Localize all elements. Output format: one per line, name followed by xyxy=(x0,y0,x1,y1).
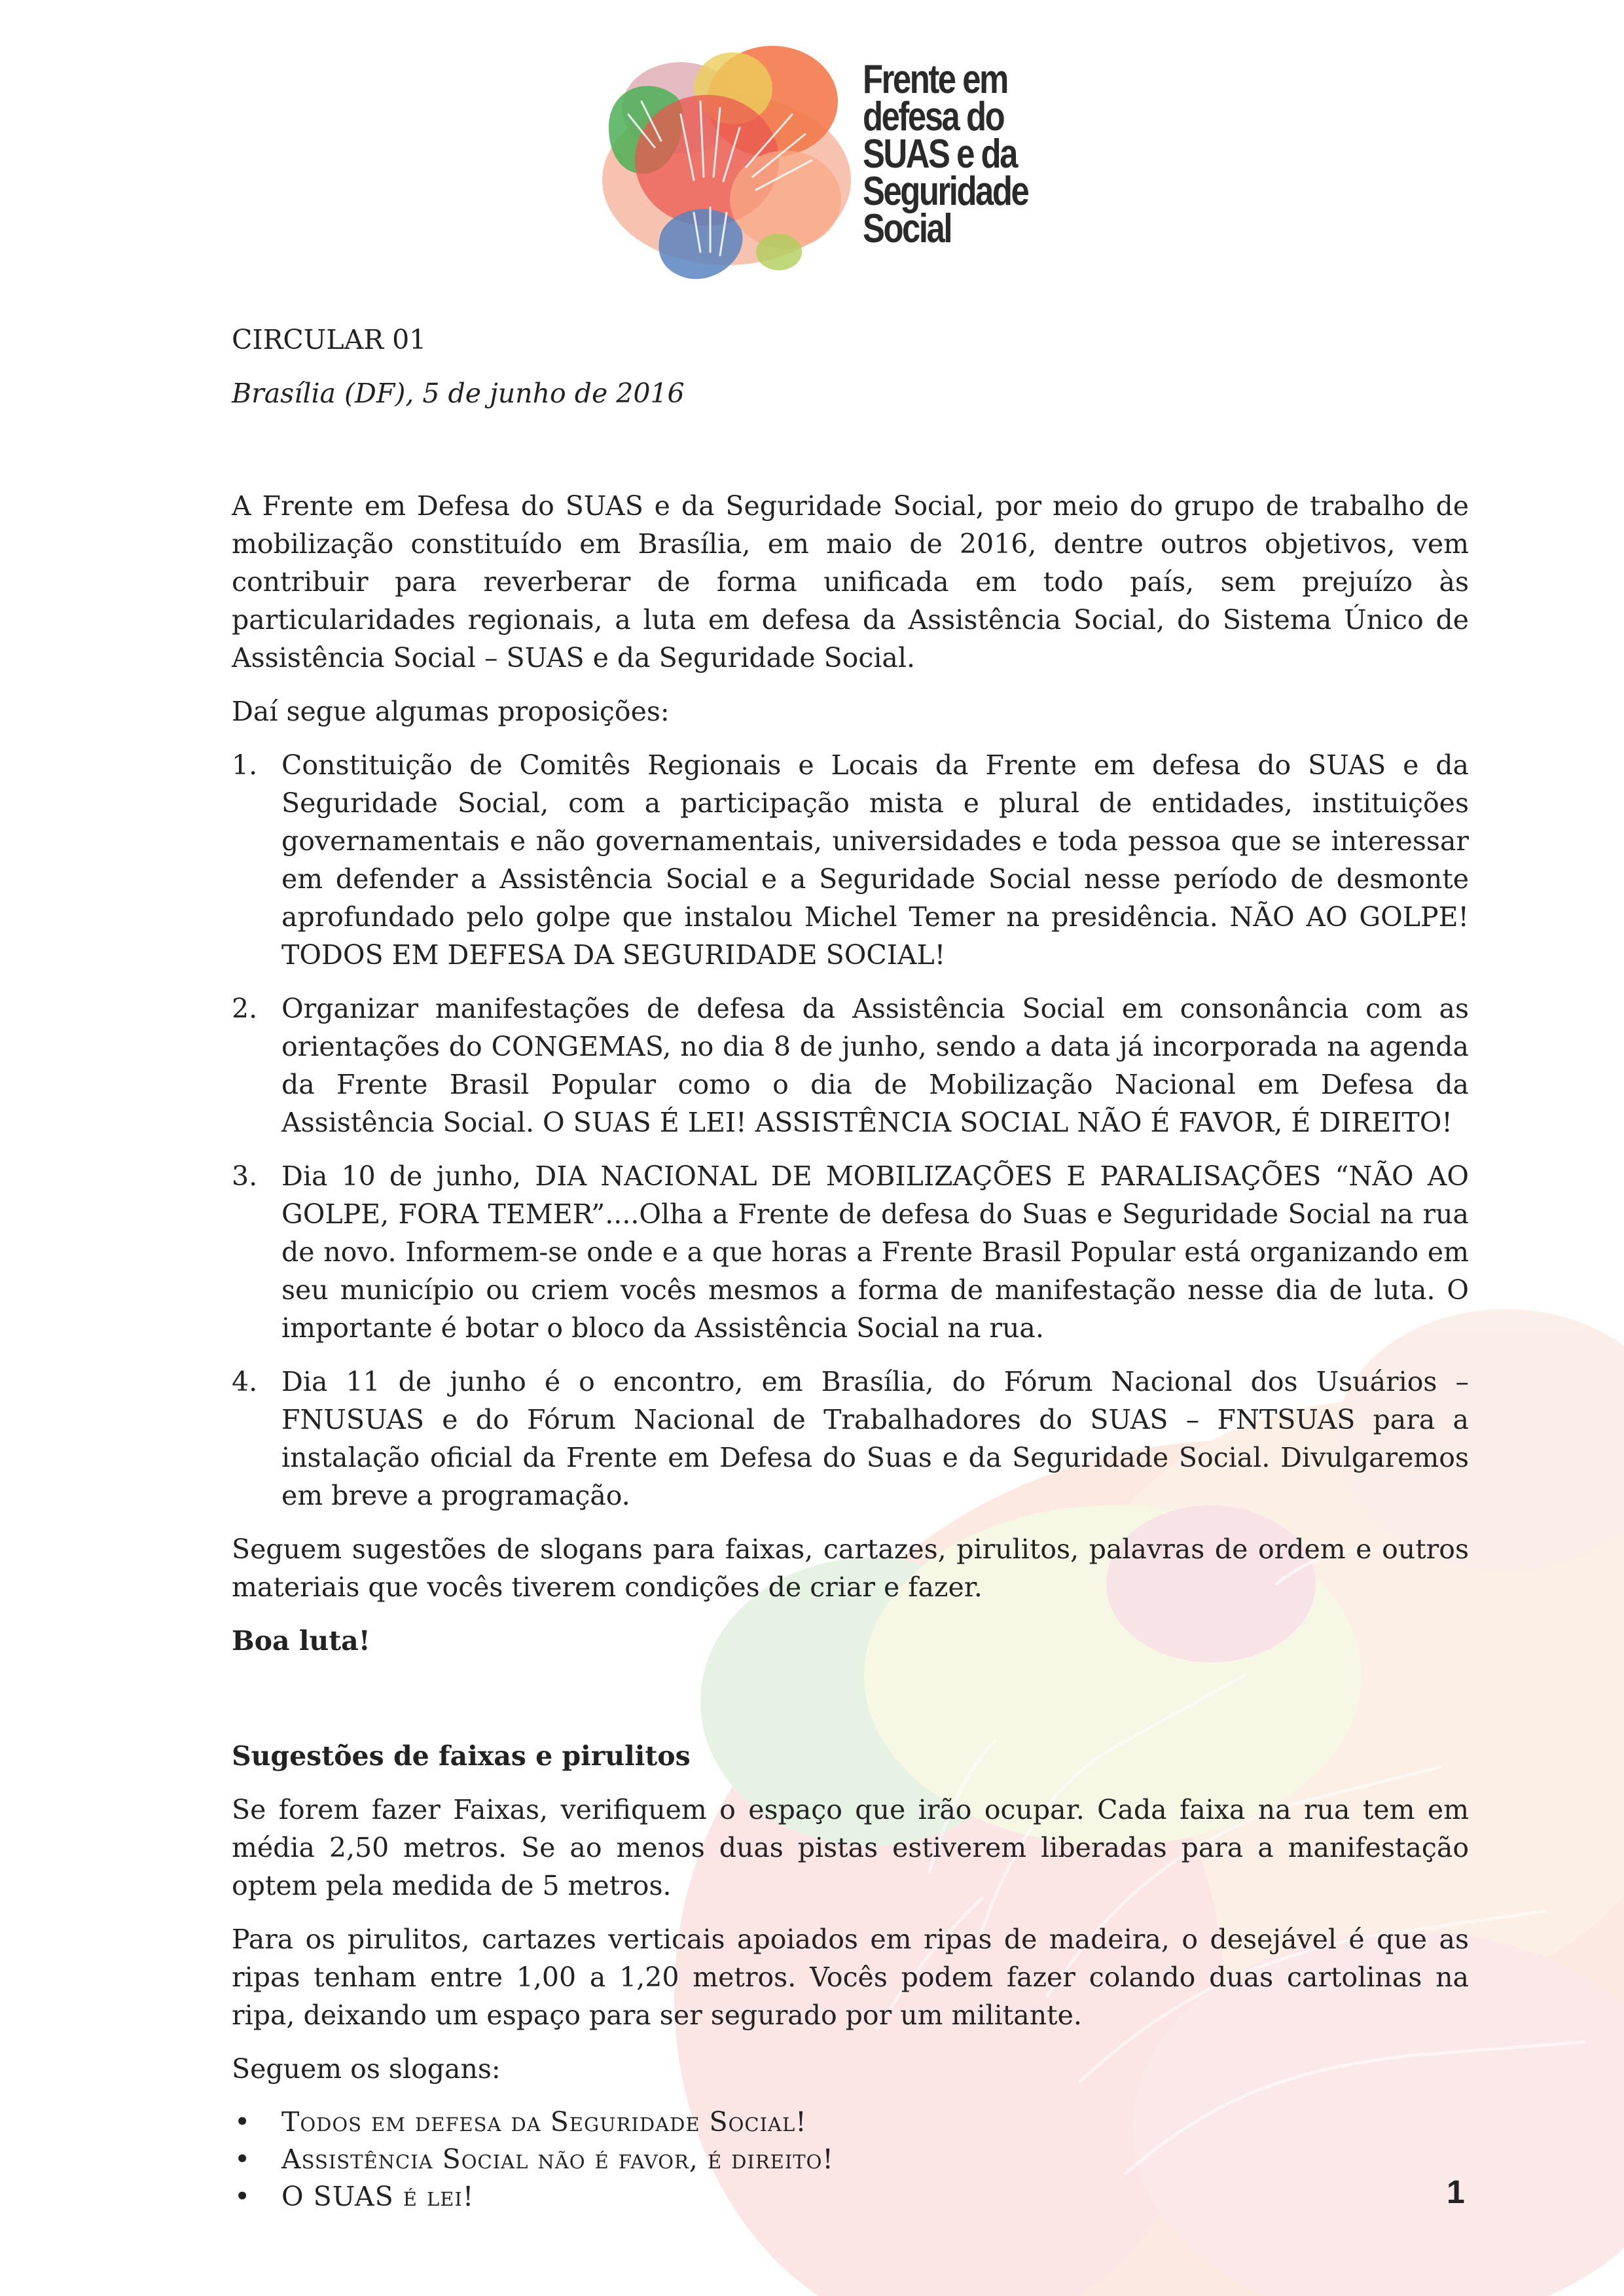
bullet-icon: • xyxy=(234,2181,251,2212)
logo-line: Frente em xyxy=(863,57,1007,102)
proposal-item xyxy=(232,990,1469,1141)
slogans-intro: Seguem os slogans: xyxy=(232,2053,501,2085)
slogan-text: O SUAS é lei! xyxy=(281,2181,475,2212)
proposal-number: 4. xyxy=(232,1366,258,1397)
date-line: Brasília (DF), 5 de junho de 2016 xyxy=(232,378,685,409)
proposal-text: Constituição de Comitês Regionais e Locais da Frente em defesa do SUAS e da Seguridade Social, com a participação mista e plural de entidades, instituições governamentais e não governamentais, universidades e toda pessoa que se interessar em defender a Assistência Social e a Seguridade Social nesse período de desmonte aprofundado pelo golpe que instalou Michel Temer na presidência. NÃO AO GOLPE! TODOS EM DEFESA DA SEGURIDADE SOCIAL! xyxy=(281,749,1469,971)
proposals-list xyxy=(232,746,1469,1515)
page-number: 1 xyxy=(1447,2174,1465,2210)
proposal-item xyxy=(232,1157,1469,1347)
slogan-item xyxy=(232,2178,1469,2215)
slogan-text: Assistência Social não é favor, é direito! xyxy=(281,2144,834,2175)
logo-line: Social xyxy=(863,206,952,251)
bullet-icon: • xyxy=(234,2106,251,2138)
slogan-item xyxy=(232,2141,1469,2178)
slogans-paragraph: Seguem sugestões de slogans para faixas, cartazes, pirulitos, palavras de ordem e outros materiais que vocês tiverem condições de criar e fazer. xyxy=(232,1534,1469,1603)
logo-line: Seguridade xyxy=(863,169,1028,214)
proposal-number: 1. xyxy=(232,749,258,781)
logo-wordmark xyxy=(863,57,1028,251)
proposal-text: Dia 10 de junho, DIA NACIONAL DE MOBILIZAÇÕES E PARALISAÇÕES “NÃO AO GOLPE, FORA TEMER”....Olha a Frente de defesa do Suas e Seguridade Social na rua de novo. Informem-se onde e a que horas a Frente Brasil Popular está organizando em seu município ou criem vocês mesmos a forma de manifestação nesse dia de luta. O importante é botar o bloco da Assistência Social na rua. xyxy=(281,1160,1469,1344)
proposal-text: Dia 11 de junho é o encontro, em Brasília, do Fórum Nacional dos Usuários – FNUSUAS e do Fórum Nacional de Trabalhadores do SUAS – FNTSUAS para a instalação oficial da Frente em Defesa do Suas e da Seguridade Social. Divulgaremos em breve a programação. xyxy=(281,1366,1469,1511)
slogan-text: Todos em defesa da Seguridade Social! xyxy=(281,2106,807,2138)
slogan-item xyxy=(232,2104,1469,2141)
slogans-list xyxy=(232,2104,1469,2215)
proposals-intro: Daí segue algumas proposições: xyxy=(232,696,670,727)
proposal-item xyxy=(232,746,1469,974)
proposal-number: 2. xyxy=(232,993,258,1024)
logo-line: defesa do xyxy=(863,94,1004,139)
intro-paragraph: A Frente em Defesa do SUAS e da Seguridade Social, por meio do grupo de trabalho de mobilização constituído em Brasília, em maio de 2016, dentre outros objetivos, vem contribuir para reverberar de forma unificada em todo país, sem prejuízo às particularidades regionais, a luta em defesa da Assistência Social, do Sistema Único de Assistência Social – SUAS e da Seguridade Social. xyxy=(232,490,1469,673)
banner-paragraph: Se forem fazer Faixas, verifiquem o espaço que irão ocupar. Cada faixa na rua tem em média 2,50 metros. Se ao menos duas pistas estiverem liberadas para a manifestação optem pela medida de 5 metros. xyxy=(232,1794,1469,1901)
circular-label: CIRCULAR 01 xyxy=(232,324,427,355)
colorful-hands-icon xyxy=(596,36,857,298)
closing-line: Boa luta! xyxy=(232,1625,370,1657)
front-logo xyxy=(596,36,1034,298)
logo-line: SUAS e da xyxy=(863,132,1017,177)
proposal-number: 3. xyxy=(232,1160,258,1192)
pirulitos-paragraph: Para os pirulitos, cartazes verticais apoiados em ripas de madeira, o desejável é que as ripas tenham entre 1,00 a 1,20 metros. Vocês podem fazer colando duas cartolinas na ripa, deixando um espaço para ser segurado por um militante. xyxy=(232,1924,1469,2031)
section-title: Sugestões de faixas e pirulitos xyxy=(232,1740,691,1772)
bullet-icon: • xyxy=(234,2144,251,2175)
proposal-text: Organizar manifestações de defesa da Assistência Social em consonância com as orientações do CONGEMAS, no dia 8 de junho, sendo a data já incorporada na agenda da Frente Brasil Popular como o dia de Mobilização Nacional em Defesa da Assistência Social. O SUAS É LEI! ASSISTÊNCIA SOCIAL NÃO É FAVOR, É DIREITO! xyxy=(281,993,1469,1138)
proposal-item xyxy=(232,1363,1469,1515)
document-body xyxy=(232,321,1469,2215)
